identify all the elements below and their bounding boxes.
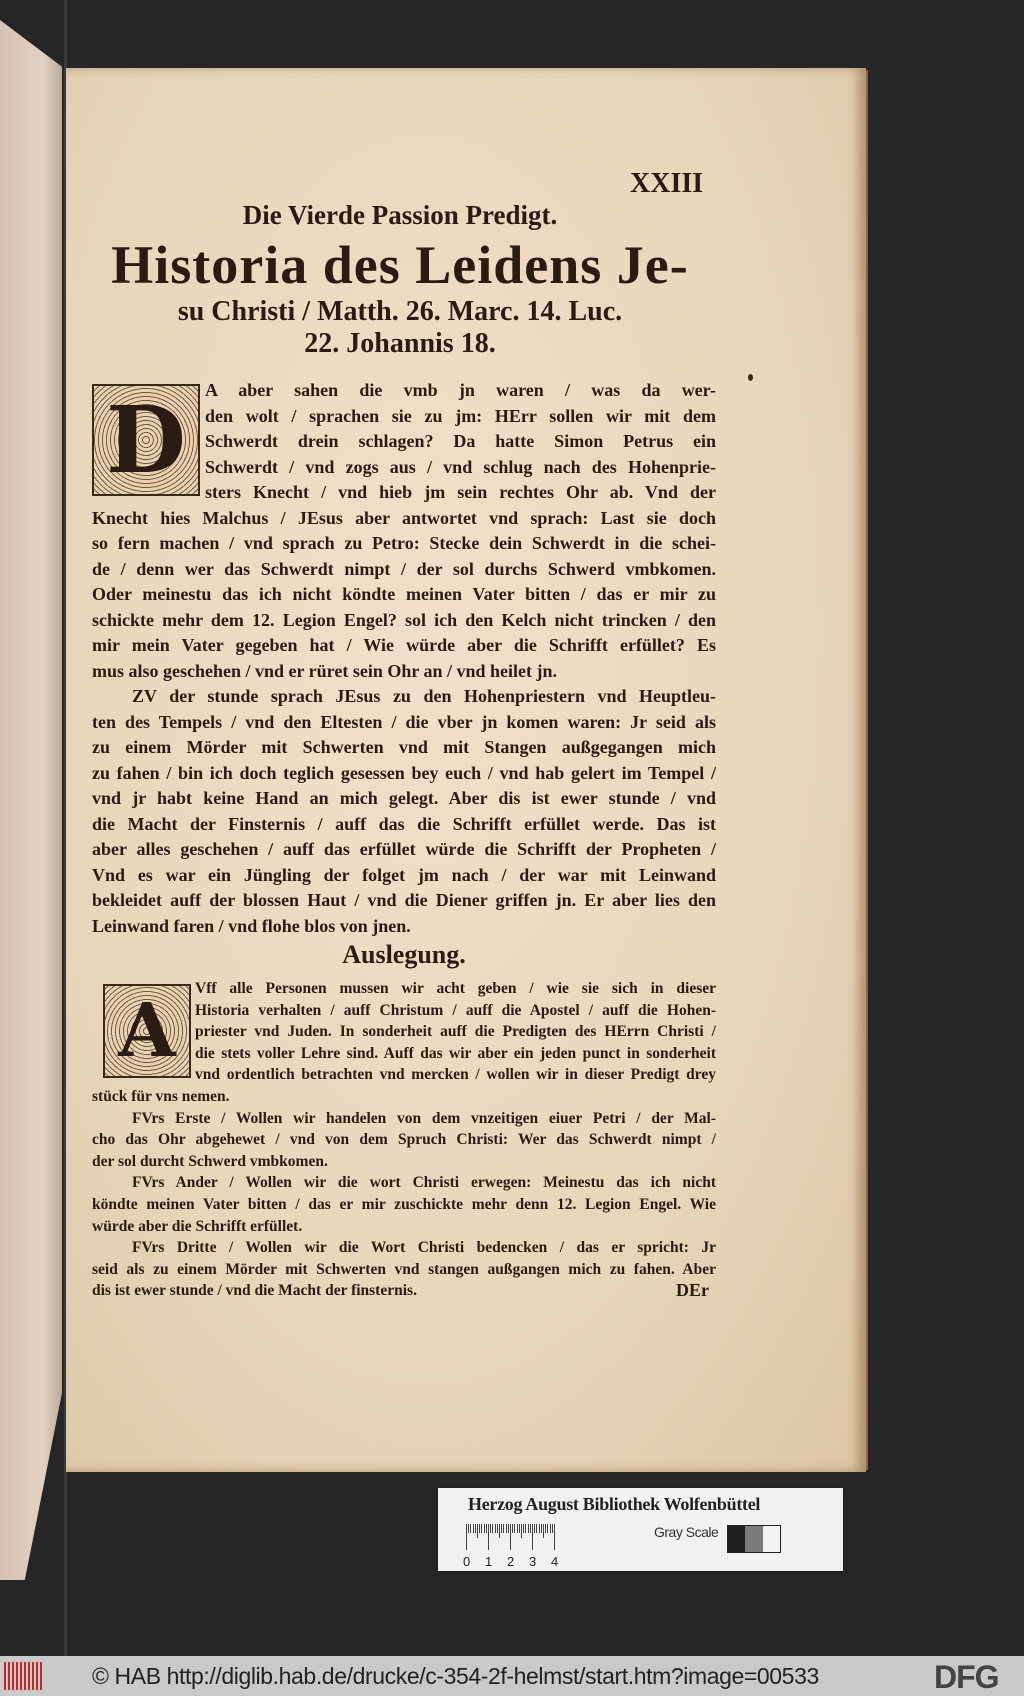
text-line: mus also geschehen / vnd er rüret sein Ohr an / vnd heilet jn. bbox=[92, 660, 558, 681]
ruler-tick bbox=[532, 1524, 533, 1550]
ruler-tick bbox=[484, 1524, 485, 1533]
text-line: cho das Ohr abgehewet / vnd von dem Spruch Christi: Wer das Schwerdt nimpt / bbox=[92, 1131, 716, 1149]
ruler-tick bbox=[517, 1524, 518, 1533]
ruler bbox=[463, 1524, 559, 1569]
ruler-tick bbox=[554, 1524, 555, 1550]
ruler-tick bbox=[488, 1524, 489, 1550]
text-line: mir mein Vater gegeben hat / Wie würde aber die Schrifft erfüllet? Es bbox=[92, 635, 716, 655]
ruler-tick bbox=[547, 1524, 548, 1533]
ruler-tick bbox=[550, 1524, 551, 1533]
ruler-tick bbox=[486, 1524, 487, 1533]
passion-text-paragraph-2 bbox=[92, 684, 716, 939]
text-line: so fern machen / vnd sprach zu Petro: Stecke dein Schwerdt in die schei- bbox=[92, 533, 716, 553]
ruler-tick bbox=[503, 1524, 504, 1533]
footer-bar bbox=[0, 1656, 1024, 1696]
text-line: dis ist ewer stunde / vnd die Macht der finsternis. bbox=[92, 1282, 417, 1300]
text-line: Vnd es war ein Jüngling der folget jm nach / der war mit Leinwand bbox=[92, 864, 716, 885]
ruler-tick bbox=[530, 1524, 531, 1533]
ruler-tick bbox=[525, 1524, 526, 1533]
text-line: köndte meinen Vater bitten / das er mir zuschickte mehr denn 12. Legion Engel. Wie bbox=[92, 1195, 716, 1213]
text-line: Historia verhalten / auff Christum / auff die Apostel / auff die Hohen- bbox=[195, 1001, 716, 1019]
scripture-references-2: 22. Johannis 18. bbox=[304, 328, 496, 359]
text-line: ten des Tempels / vnd den Eltesten / die vber jn komen waren: Jr seid als bbox=[92, 711, 716, 732]
ruler-tick bbox=[466, 1524, 467, 1550]
previous-page-edge bbox=[0, 20, 62, 1580]
scripture-references: su Christi / Matth. 26. Marc. 14. Luc. bbox=[177, 296, 623, 327]
text-line: Schwerdt / vnd zogs aus / vnd schlug nach des Hohenprie- bbox=[205, 456, 716, 477]
text-line: vnd jr habt keine Hand an mich gelegt. Aber dis ist ewer stunde / vnd bbox=[92, 788, 716, 808]
swatch-white bbox=[763, 1526, 780, 1552]
text-line: die stets voller Lehre sind. Auff das wir aber ein jeden punct in sonderheit bbox=[195, 1044, 716, 1062]
ruler-tick bbox=[475, 1524, 476, 1533]
dfg-logo: DFG bbox=[934, 1659, 999, 1695]
text-line: Vff alle Personen mussen wir acht geben / wie sie sich in dieser bbox=[195, 980, 716, 997]
ruler-tick bbox=[519, 1524, 520, 1533]
ruler-tick bbox=[508, 1524, 509, 1533]
folio-number: XXIII bbox=[630, 168, 704, 199]
exposition-paragraph bbox=[92, 978, 716, 1302]
text-line: Knecht hies Malchus / JEsus aber antwortet vnd sprach: Last sie doch bbox=[92, 507, 716, 528]
text-line: den wolt / sprachen sie zu jm: HErr sollen wir mit dem bbox=[205, 405, 716, 426]
text-line: sters Knecht / vnd hieb jm sein rechtes Ohr ab. Vnd der bbox=[205, 482, 716, 502]
text-line: vnd ordentlich betrachten vnd mercken / wollen wir in dieser Predigt drey bbox=[195, 1066, 716, 1084]
text-line: zu einem Mörder mit Schwerten vnd mit Stangen außgegangen mich bbox=[92, 737, 716, 757]
catchword: DEr bbox=[676, 1280, 709, 1300]
swatch-black bbox=[728, 1526, 745, 1552]
gray-scale-label: Gray Scale bbox=[654, 1524, 719, 1540]
ruler-tick bbox=[495, 1524, 496, 1533]
ruler-tick bbox=[481, 1524, 482, 1533]
text-line: FVrs Erste / Wollen wir handelen von dem vnzeitigen eiuer Petri / der Mal- bbox=[132, 1109, 716, 1127]
ruler-tick bbox=[473, 1524, 474, 1533]
text-line: die Macht der Finsternis / auff das die Schrifft erfüllet werde. Das ist bbox=[92, 813, 716, 834]
library-name: Herzog August Bibliothek Wolfenbüttel bbox=[468, 1494, 761, 1514]
text-line: Oder meinestu das ich nicht köndte meinen Vater bitten / das er mir zu bbox=[92, 584, 716, 604]
ruler-tick bbox=[470, 1524, 471, 1533]
ruler-tick bbox=[534, 1524, 535, 1533]
text-line: der sol durcht Schwerd vmbkomen. bbox=[92, 1152, 328, 1170]
text-line: Schwerdt drein schlagen? Da hatte Simon Petrus ein bbox=[205, 431, 716, 451]
text-line: A aber sahen die vmb jn waren / was da wer- bbox=[205, 380, 716, 400]
text-line: schickte mehr dem 12. Legion Engel? sol ich den Kelch nicht trincken / den bbox=[92, 609, 716, 630]
ruler-tick bbox=[541, 1524, 542, 1533]
ruler-number: 4 bbox=[551, 1554, 559, 1569]
ruler-tick bbox=[521, 1524, 522, 1538]
ruler-tick bbox=[477, 1524, 478, 1538]
text-line: bekleidet auff der blossen Haut / vnd die Diener griffen jn. Er aber lies den bbox=[92, 890, 716, 910]
ruler-tick bbox=[510, 1524, 511, 1550]
section-heading: Auslegung. bbox=[342, 940, 466, 969]
ornamental-initial-d: D bbox=[92, 384, 200, 496]
text-line: FVrs Dritte / Wollen wir die Wort Christi bedencken / das er spricht: Jr bbox=[132, 1239, 716, 1257]
ruler-tick bbox=[552, 1524, 553, 1533]
ruler-number: 3 bbox=[529, 1554, 537, 1569]
ruler-tick bbox=[497, 1524, 498, 1533]
text-line: Leinwand faren / vnd flohe blos von jnen. bbox=[92, 915, 411, 936]
ruler-number: 1 bbox=[485, 1554, 493, 1569]
text-line: würde aber die Schrifft erfüllet. bbox=[92, 1217, 303, 1235]
text-line: seid als zu einem Mörder mit Schwerten vnd stangen außgangen mich zu fahen. Aber bbox=[92, 1260, 716, 1278]
ruler-tick bbox=[492, 1524, 493, 1533]
text-line: aber alles geschehen / auff das erfüllet würde die Schrifft der Propheten / bbox=[92, 839, 716, 859]
copyright-url[interactable]: © HAB http://diglib.hab.de/drucke/c-354-2f-helmst/start.htm?image=00533 bbox=[92, 1663, 819, 1689]
ruler-tick bbox=[490, 1524, 491, 1533]
ruler-tick bbox=[512, 1524, 513, 1533]
page-title: Historia des Leidens Je- bbox=[111, 235, 689, 295]
ruler-tick bbox=[479, 1524, 480, 1533]
ruler-tick bbox=[543, 1524, 544, 1538]
ornamental-initial-a: A bbox=[103, 984, 191, 1078]
ruler-tick bbox=[501, 1524, 502, 1533]
ruler-tick bbox=[499, 1524, 500, 1538]
ruler-tick bbox=[506, 1524, 507, 1533]
text-line: de / denn wer das Schwerdt nimpt / der sol durchs Schwerd vmbkomen. bbox=[92, 558, 716, 579]
text-line: FVrs Ander / Wollen wir die wort Christi erwegen: Meinestu das ich nicht bbox=[132, 1174, 716, 1192]
ruler-tick bbox=[523, 1524, 524, 1533]
ruler-tick bbox=[468, 1524, 469, 1533]
text-line: ZV der stunde sprach JEsus zu den Hohenpriestern vnd Heuptleu- bbox=[132, 686, 716, 706]
text-line: zu fahen / bin ich doch teglich gesessen bey euch / vnd hab gelert im Tempel / bbox=[92, 762, 716, 783]
scale-label-card bbox=[438, 1488, 843, 1571]
ruler-tick bbox=[528, 1524, 529, 1533]
ruler-number: 0 bbox=[463, 1554, 471, 1569]
swatch-gray bbox=[745, 1526, 762, 1552]
ruler-tick bbox=[536, 1524, 537, 1533]
passion-text-paragraph-1 bbox=[92, 378, 716, 684]
ink-spot bbox=[748, 374, 753, 381]
ruler-tick bbox=[545, 1524, 546, 1533]
text-line: stück für vns nemen. bbox=[92, 1087, 230, 1105]
text-line: priester vnd Juden. In sonderheit auff die Predigten des HErrn Christi / bbox=[195, 1023, 716, 1041]
ruler-tick bbox=[539, 1524, 540, 1533]
gray-scale-swatch bbox=[727, 1525, 781, 1553]
ruler-number: 2 bbox=[507, 1554, 515, 1569]
ruler-tick bbox=[514, 1524, 515, 1533]
hab-logo-icon bbox=[4, 1662, 44, 1690]
sermon-subtitle: Die Vierde Passion Predigt. bbox=[242, 200, 558, 230]
